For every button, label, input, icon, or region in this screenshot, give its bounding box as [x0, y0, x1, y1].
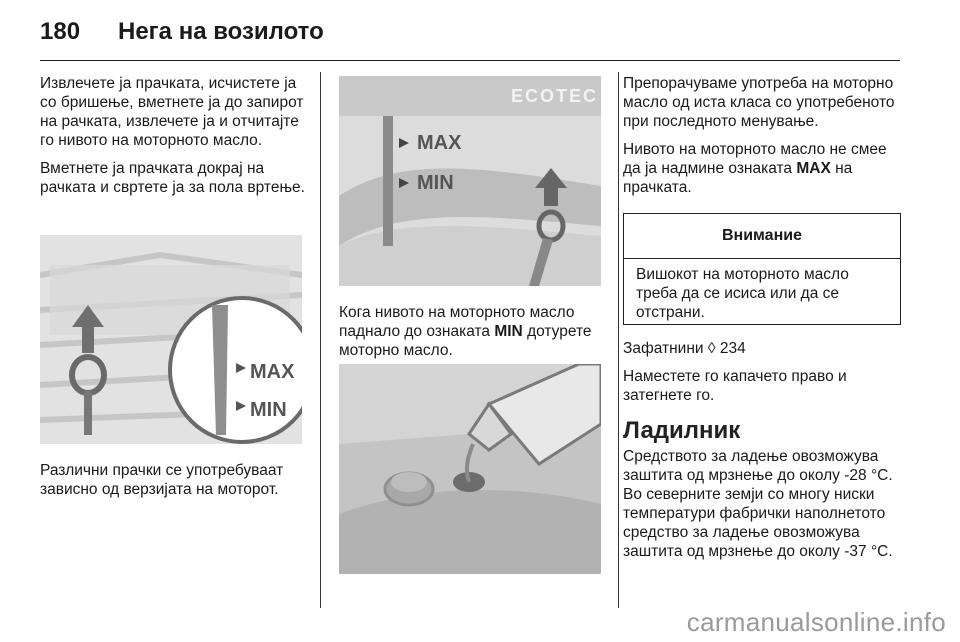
paragraph-dipstick-versions: Различни прачки се употребуваат зависно од верзијата на моторот. — [40, 462, 284, 498]
min-mark-text: MIN — [494, 323, 523, 340]
figure-label-min: MIN — [250, 399, 287, 421]
text-fragment: Нивото на моторното масло не смее да ја надмине ознаката — [623, 141, 887, 177]
column-divider-2 — [618, 72, 619, 608]
column-1-caption — [40, 461, 308, 508]
reference-page-link[interactable]: 234 — [715, 340, 746, 357]
reference-arrow-icon: ◊ — [707, 340, 716, 357]
column-3-coolant — [623, 447, 908, 570]
column-1 — [40, 74, 308, 206]
pouring-oil-figure — [339, 364, 601, 574]
header-divider — [40, 60, 900, 61]
max-mark-text: MAX — [796, 160, 831, 177]
figure-label-max: MAX — [417, 132, 462, 154]
column-2 — [339, 303, 607, 369]
figure-label-min: MIN — [417, 172, 454, 194]
dipstick-figure — [40, 235, 302, 444]
column-3 — [623, 74, 903, 206]
column-divider-1 — [320, 72, 321, 608]
column-3-lower — [623, 339, 903, 414]
page-header — [40, 12, 324, 52]
page-number: 180 — [40, 18, 81, 45]
paragraph-coolant: Средството за ладење овозможува заштита од мрзнење до околу -28 °C. Во северните земји со многу ниски температури фабрички наполнетото средство за ладење овозможува заштита од мрзнење до околу -37 °C. — [623, 448, 893, 560]
paragraph-top-up — [339, 303, 607, 360]
figure-label-max: MAX — [250, 361, 295, 383]
paragraph-check-dipstick: Извлечете ја прачката, исчистете ја со бришење, вметнете ја до запирот на рачката, извлечете ја и отчитајте го нивото на моторното масло. — [40, 75, 304, 149]
reference-label: Зафатнини — [623, 340, 708, 357]
engine-cover-text: ECOTEC — [511, 86, 599, 106]
engine-dipstick-figure — [339, 76, 601, 286]
paragraph-cap: Наместете го капачето право и затегнете го. — [623, 368, 847, 404]
section-heading-radiator: Ладилник — [623, 417, 741, 444]
page-title: Нега на возилото — [118, 18, 324, 45]
warning-title: Внимание — [624, 214, 900, 259]
warning-box — [623, 213, 901, 325]
text-fragment: дотурете моторно масло. — [339, 323, 592, 359]
watermark: carmanualsonline.info — [686, 607, 946, 637]
cross-reference — [623, 339, 903, 358]
paragraph-max-level — [623, 140, 903, 197]
text-fragment: Кога нивото на моторното масло паднало до ознаката — [339, 304, 575, 340]
paragraph-oil-recommendation: Препорачуваме употреба на моторно масло од иста класа со употребеното при последното менување. — [623, 75, 895, 130]
text-fragment: на прачката. — [623, 160, 853, 196]
paragraph-insert-dipstick: Вметнете ја прачката докрај на рачката и свртете ја за пола вртење. — [40, 160, 305, 196]
warning-text: Вишокот на моторното масло треба да се исиса или да се отстрани. — [636, 266, 849, 321]
